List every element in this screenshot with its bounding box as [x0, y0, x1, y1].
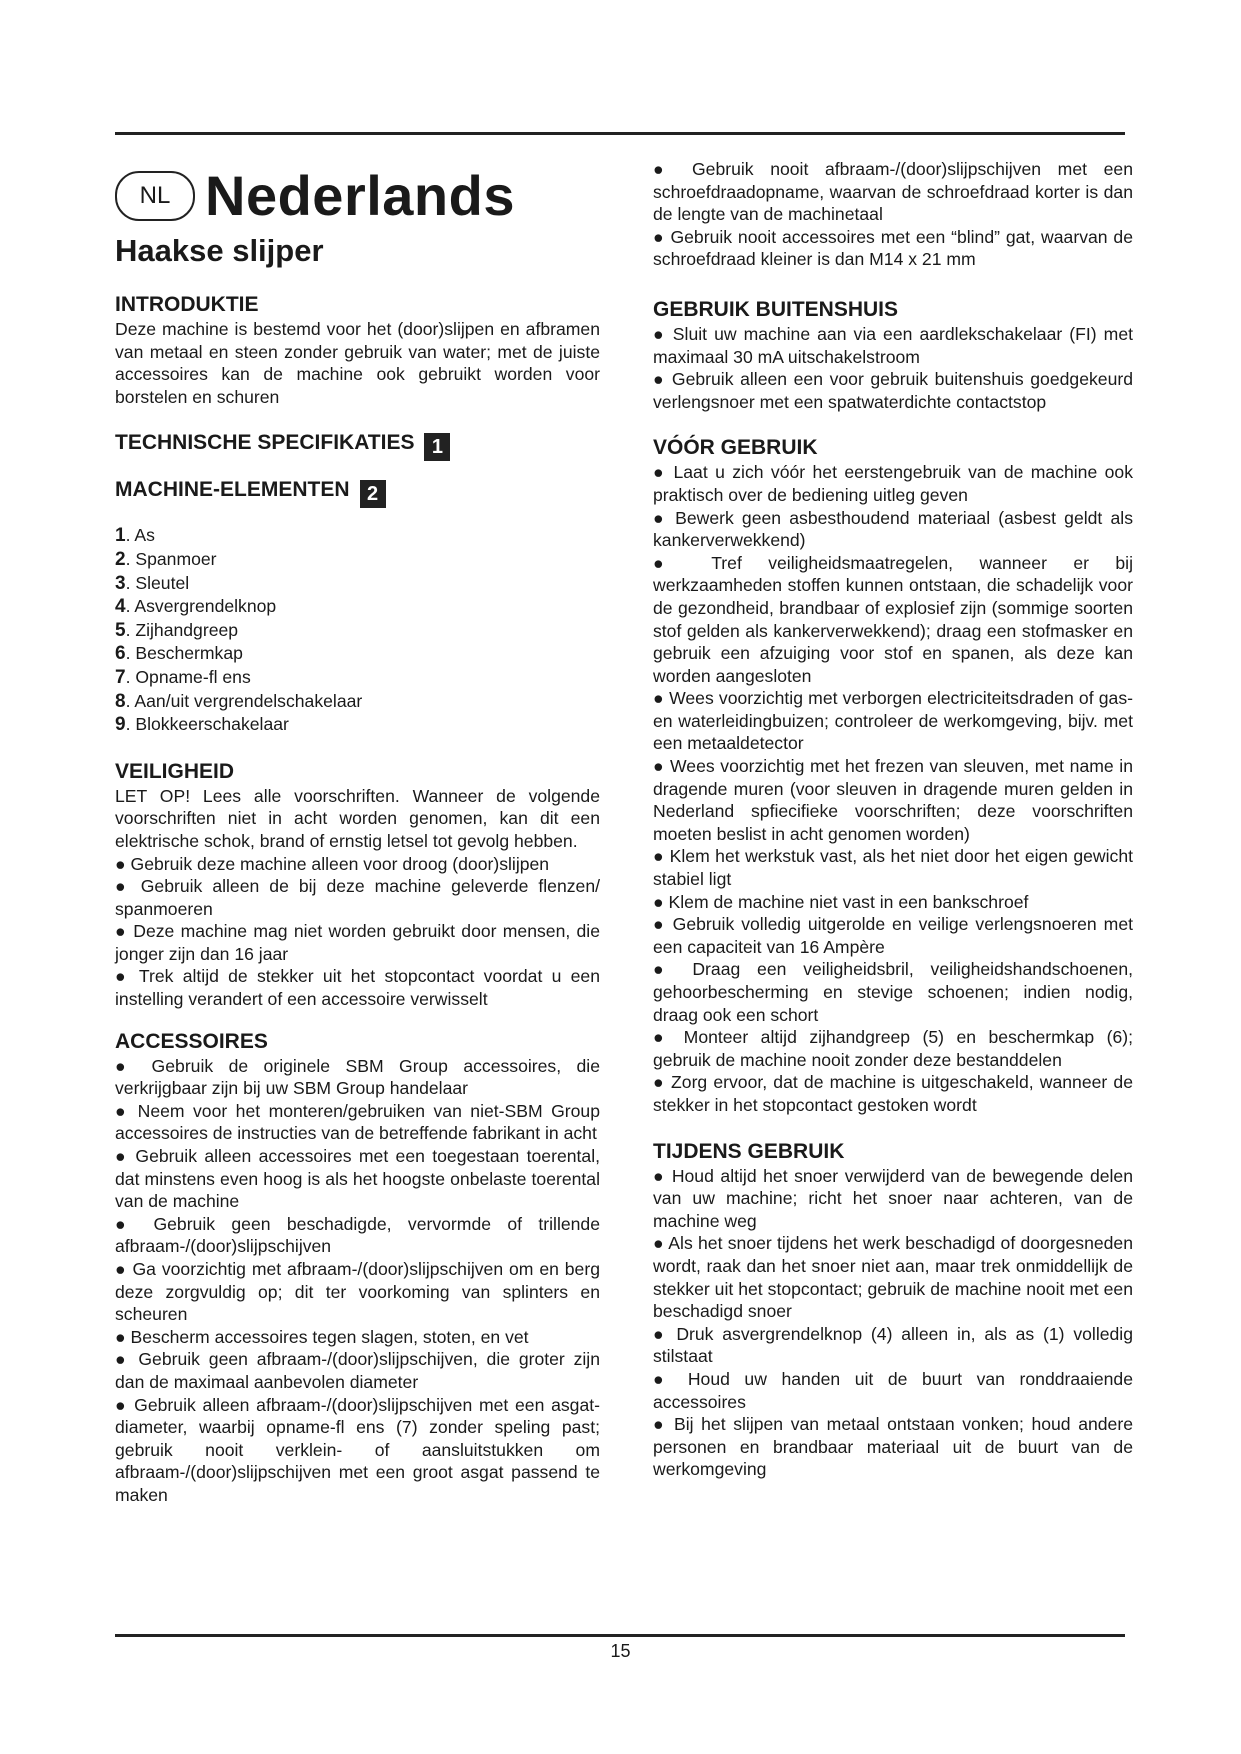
list-item: ● Wees voorzichtig met verborgen electriciteitsdraden of gas- en waterleidingbuizen; controleer de werkomgeving, bijv. met een metaaldetector: [653, 688, 1133, 754]
list-item: ● Laat u zich vóór het eerstengebruik van de machine ook praktisch over de bediening uitleg geven: [653, 462, 1133, 505]
elements-figure-badge: 2: [360, 480, 386, 508]
list-item: ● Ga voorzichtig met afbraam-/(door)slijpschijven om en berg deze zorgvuldig op; dit ter voorkoming van splinters en scheuren: [115, 1259, 600, 1325]
list-item: 2. Spanmoer: [115, 548, 217, 570]
page-number: 15: [610, 1641, 631, 1661]
list-item: ● Bescherm accessoires tegen slagen, stoten, en vet: [115, 1326, 529, 1347]
list-item: 5. Zijhandgreep: [115, 619, 239, 641]
list-item: 8. Aan/uit vergrendelschakelaar: [115, 690, 363, 712]
before-use-section: [653, 435, 1133, 1116]
intro-heading: INTRODUKTIE: [115, 293, 259, 316]
list-item: ● Draag een veiligheidsbril, veiligheidshandschoenen, gehoorbescherming en stevige schoenen; indien nodig, draag ook een schort: [653, 959, 1133, 1025]
list-item: ● Neem voor het monteren/gebruiken van niet-SBM Group accessoires de instructies van de betreffende fabrikant in acht: [115, 1100, 600, 1144]
during-use-section: [653, 1139, 1133, 1481]
list-item: 4. Asvergrendelknop: [115, 596, 277, 618]
during-use-heading: TIJDENS GEBRUIK: [653, 1139, 845, 1163]
list-item: ● Gebruik volledig uitgerolde en veilige verlengsnoeren met een capaciteit van 16 Ampère: [653, 914, 1133, 957]
list-item: 9. Blokkeerschakelaar: [115, 714, 289, 736]
list-item: ● Gebruik alleen een voor gebruik buitenshuis goedgekeurd verlengsnoer met een spatwaterdichte contactstop: [653, 369, 1133, 412]
language-code-badge: NL: [115, 171, 195, 221]
language-header: [115, 160, 600, 232]
accessories-heading: ACCESSOIRES: [115, 1029, 268, 1053]
safety-bullets: [115, 853, 600, 1011]
list-item: ● Zorg ervoor, dat de machine is uitgeschakeld, wanneer de stekker in het stopcontact gestoken wordt: [653, 1072, 1133, 1115]
specs-figure-badge: 1: [424, 433, 450, 461]
list-item: ● Bij het slijpen van metaal ontstaan vonken; houd andere personen en brandbaar materiaal uit de buurt van de werkomgeving: [653, 1414, 1133, 1480]
accessories-bullets: [115, 1055, 600, 1507]
list-item: ● Sluit uw machine aan via een aardlekschakelaar (FI) met maximaal 30 mA uitschakelstroom: [653, 323, 1133, 367]
elements-list: [115, 524, 600, 736]
specs-heading-text: TECHNISCHE SPECIFIKATIES: [115, 431, 415, 455]
top-rule: [115, 132, 1125, 135]
list-item: 3. Sleutel: [115, 572, 190, 594]
list-item: ● Bewerk geen asbesthoudend materiaal (asbest geldt als kankerverwekkend): [653, 507, 1133, 551]
list-item: ● Gebruik alleen accessoires met een toegestaan toerental, dat minstens even hoog is als het hoogste onbelaste toerental van de machine: [115, 1146, 600, 1212]
list-item: ● Gebruik alleen afbraam-/(door)slijpschijven met een asgat-diameter, waarbij opname-fl ens (7) zonder speling past; gebruik nooit verklein- of aansluitstukken om afbraam-/(door)slijpschijven met een groot asgat passend te maken: [115, 1394, 600, 1505]
intro-text: Deze machine is bestemd voor het (door)slijpen en afbramen van metaal en steen zonder gebruik van water; met de juiste accessoires kan de machine ook gebruikt worden voor borstelen en schuren: [115, 319, 600, 407]
before-use-bullets: [653, 461, 1133, 1116]
list-item: ● Gebruik nooit accessoires met een “blind” gat, waarvan de schroefdraad kleiner is dan M14 x 21 mm: [653, 226, 1133, 270]
during-use-bullets: [653, 1165, 1133, 1481]
accessories-section: [115, 1029, 600, 1507]
list-item: ● Monteer altijd zijhandgreep (5) en beschermkap (6); gebruik de machine nooit zonder deze bestanddelen: [653, 1027, 1133, 1070]
bottom-rule: [115, 1634, 1125, 1637]
list-item: ● Deze machine mag niet worden gebruikt door mensen, die jonger zijn dan 16 jaar: [115, 921, 600, 964]
list-item: ● Wees voorzichtig met het frezen van sleuven, met name in dragende muren (voor sleuven in dragende muren gelden in Nederland spfiecifieke voorschriften; deze voorschriften moeten beslist in acht genomen worden): [653, 756, 1133, 844]
list-item: ● Gebruik deze machine alleen voor droog (door)slijpen: [115, 853, 550, 874]
intro-section: [115, 292, 600, 408]
list-item: ● Houd altijd het snoer verwijderd van de bewegende delen van uw machine; richt het snoer naar achteren, van de machine weg: [653, 1165, 1133, 1231]
left-column: [115, 158, 600, 1529]
list-item: 6. Beschermkap: [115, 643, 243, 665]
list-item: 7. Opname-fl ens: [115, 666, 251, 688]
list-item: ● Houd uw handen uit de buurt van ronddraaiende accessoires: [653, 1368, 1133, 1412]
elements-heading: [115, 477, 600, 508]
list-item: ● Klem het werkstuk vast, als het niet door het eigen gewicht stabiel ligt: [653, 846, 1133, 890]
list-item: ● Trek altijd de stekker uit het stopcontact voordat u een instelling verandert of een accessoire verwisselt: [115, 966, 600, 1010]
specs-section: [115, 430, 600, 461]
list-item: ● Als het snoer tijdens het werk beschadigd of doorgesneden wordt, raak dan het snoer niet aan, maar trek onmiddellijk de stekker uit het stopcontact; gebruik de machine nooit met een beschadigd snoer: [653, 1233, 1133, 1322]
accessories-continued: [653, 158, 1133, 271]
language-title: Nederlands: [205, 163, 515, 227]
list-item: ● Gebruik alleen de bij deze machine geleverde flenzen/ spanmoeren: [115, 876, 600, 919]
list-item: ● Klem de machine niet vast in een bankschroef: [653, 891, 1029, 912]
safety-section: [115, 759, 600, 1011]
right-column: [653, 158, 1133, 1503]
specs-heading: [115, 430, 600, 461]
list-item: ● Tref veiligheidsmaatregelen, wanneer er bij werkzaamheden stoffen kunnen ontstaan, die schadelijk voor de gezondheid, brandbaar of explosief zijn (sommige soorten stof gelden als kankerverwekkend); draag een stofmasker en gebruik een afzuiging voor stof en spanen, als deze kan worden aangesloten: [653, 552, 1133, 686]
outdoor-section: [653, 297, 1133, 413]
outdoor-heading: GEBRUIK BUITENSHUIS: [653, 297, 899, 321]
product-title: Haakse slijper: [115, 233, 324, 268]
list-item: ● Gebruik geen afbraam-/(door)slijpschijven, die groter zijn dan de maximaal aanbevolen diameter: [115, 1349, 600, 1392]
accessories-continued-bullets: [653, 158, 1133, 271]
elements-section: [115, 477, 600, 736]
list-item: ● Gebruik nooit afbraam-/(door)slijpschijven met een schroefdraadopname, waarvan de schroefdraad korter is dan de lengte van de machinetaal: [653, 159, 1133, 225]
before-use-heading: VÓÓR GEBRUIK: [653, 436, 818, 460]
list-item: ● Gebruik de originele SBM Group accessoires, die verkrijgbaar zijn bij uw SBM Group handelaar: [115, 1055, 600, 1099]
outdoor-bullets: [653, 323, 1133, 413]
list-item: ● Druk asvergrendelknop (4) alleen in, als as (1) volledig stilstaat: [653, 1323, 1133, 1367]
safety-heading: VEILIGHEID: [115, 759, 235, 783]
safety-text: LET OP! Lees alle voorschriften. Wanneer de volgende voorschriften niet in acht worden genomen, kan dit een elektrische schok, brand of ernstig letsel tot gevolg hebben.: [115, 785, 600, 851]
elements-heading-text: MACHINE-ELEMENTEN: [115, 478, 350, 502]
list-item: ● Gebruik geen beschadigde, vervormde of trillende afbraam-/(door)slijpschijven: [115, 1213, 600, 1257]
list-item: 1. As: [115, 525, 155, 547]
